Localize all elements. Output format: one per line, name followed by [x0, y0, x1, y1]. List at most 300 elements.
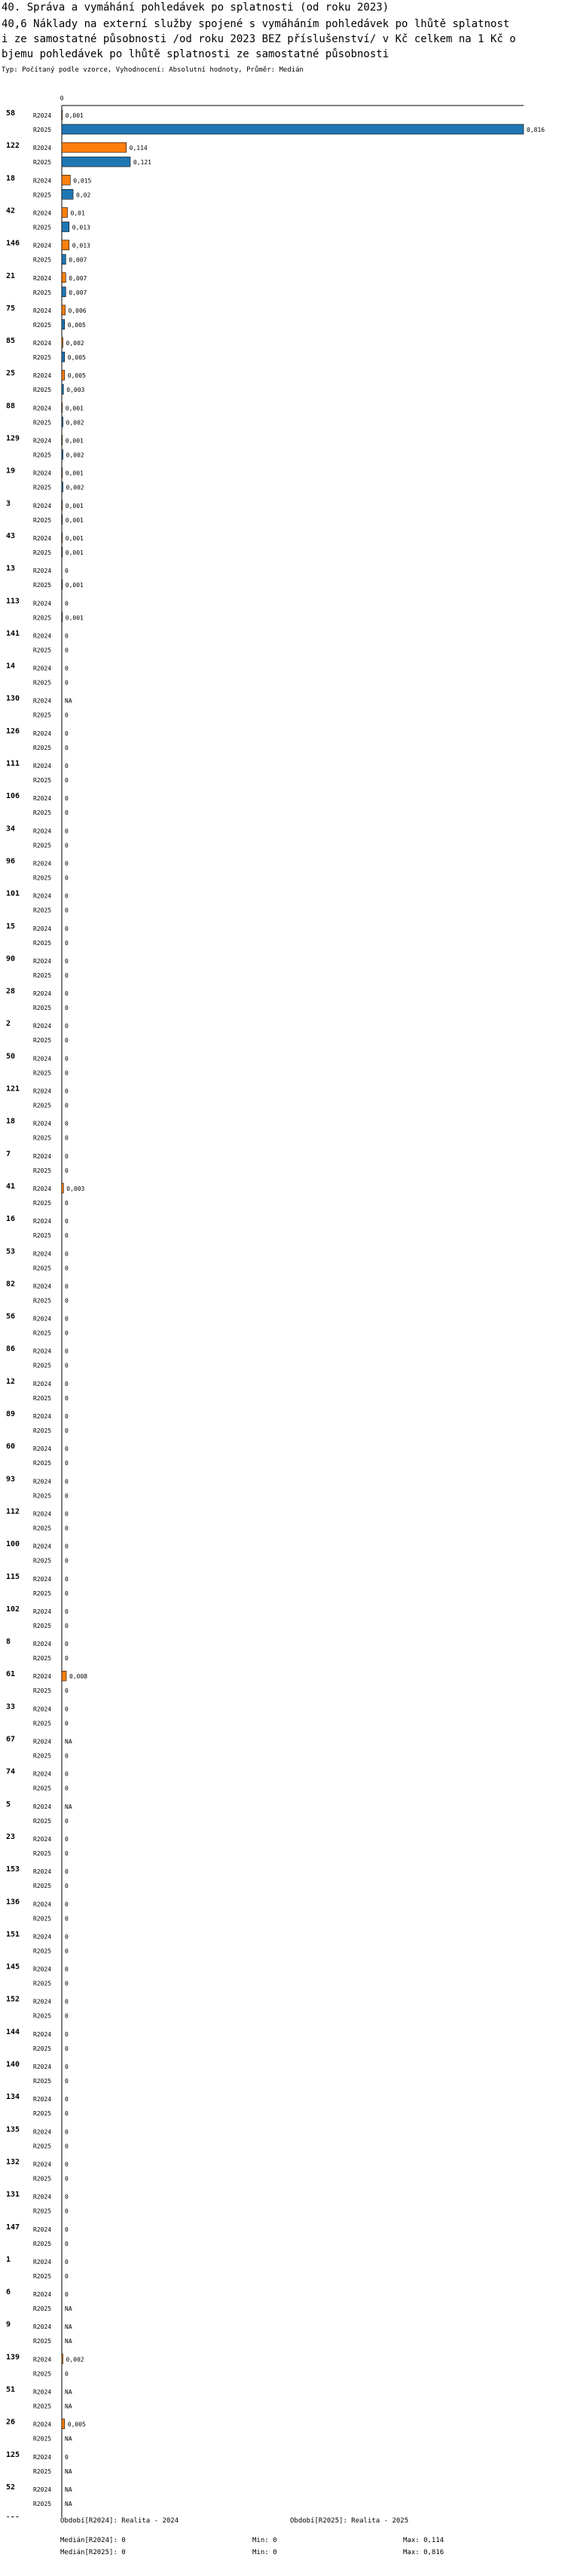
chart-subtitle-line-1: 40,6 Náklady na externí služby spojené s vymáháním pohledávek po lhůtě splatnost: [2, 18, 510, 30]
data-label: 0: [65, 1167, 69, 1174]
data-label: 0: [65, 1232, 69, 1240]
series-label: R2025: [33, 1720, 52, 1727]
legend-period-r2025: Období[R2025]: Realita - 2025: [290, 2517, 409, 2525]
bar: [62, 255, 66, 265]
group-label: 93: [6, 1475, 16, 1484]
series-label: R2024: [33, 1315, 52, 1323]
series-label: R2025: [33, 321, 52, 329]
series-label: R2024: [33, 990, 52, 998]
series-label: R2024: [33, 2388, 52, 2396]
data-label: 0: [65, 1998, 69, 2005]
series-label: R2025: [33, 484, 52, 491]
series-label: R2024: [33, 1706, 52, 1713]
bar: [62, 273, 66, 283]
group-label: 82: [6, 1280, 16, 1289]
series-label: R2024: [33, 860, 52, 867]
series-label: R2024: [33, 1250, 52, 1258]
bar: [62, 384, 63, 394]
data-label: 0: [65, 2370, 69, 2378]
bar: [62, 1671, 66, 1681]
series-label: R2025: [33, 2045, 52, 2052]
bar: [62, 547, 63, 557]
data-label: NA: [65, 1803, 72, 1810]
data-label: 0,002: [66, 484, 84, 491]
bar: [62, 402, 63, 412]
series-label: R2025: [33, 2110, 52, 2118]
group-label: 58: [6, 109, 16, 118]
data-label: 0: [65, 1413, 69, 1420]
bar: [62, 515, 63, 525]
data-label: 0: [65, 892, 69, 900]
data-label: NA: [65, 2338, 72, 2345]
group-label: 141: [6, 629, 20, 638]
group-label: 16: [6, 1215, 16, 1224]
series-label: R2024: [33, 1575, 52, 1583]
data-label: NA: [65, 1738, 72, 1745]
data-label: 0: [65, 1088, 69, 1095]
data-label: 0: [65, 1770, 69, 1778]
data-label: 0: [65, 907, 69, 914]
data-label: 0: [65, 795, 69, 803]
data-label: 0,02: [76, 191, 91, 199]
group-label: [6, 2516, 20, 2517]
data-label: 0,003: [66, 387, 85, 394]
series-label: R2025: [33, 2207, 52, 2215]
data-label: 0,013: [72, 224, 90, 231]
group-label: 121: [6, 1085, 20, 1094]
data-label: 0,001: [65, 614, 84, 622]
series-label: R2025: [33, 2012, 52, 2020]
group-label: 5: [6, 1800, 11, 1809]
series-label: R2024: [33, 892, 52, 900]
group-label: 61: [6, 1670, 16, 1679]
bar: [62, 222, 69, 231]
data-label: 0,001: [65, 516, 84, 524]
group-label: 26: [6, 2418, 16, 2427]
data-label: 0: [65, 1055, 69, 1063]
bar: [62, 533, 63, 543]
data-label: 0: [65, 2226, 69, 2233]
series-label: R2024: [33, 665, 52, 672]
data-label: 0: [65, 1933, 69, 1941]
group-label: 12: [6, 1377, 16, 1386]
series-label: R2024: [33, 795, 52, 803]
bar: [62, 124, 524, 134]
series-label: R2024: [33, 145, 52, 152]
data-label: 0: [65, 730, 69, 737]
series-label: R2025: [33, 1589, 52, 1597]
data-label: 0: [65, 2128, 69, 2136]
data-label: 0: [65, 2291, 69, 2299]
series-label: R2025: [33, 1817, 52, 1825]
series-label: R2024: [33, 1478, 52, 1485]
group-label: 85: [6, 337, 16, 346]
min-r2024: Min: 0: [252, 2537, 277, 2544]
series-label: R2024: [33, 1120, 52, 1127]
data-label: 0,007: [69, 289, 87, 296]
series-label: R2025: [33, 191, 52, 199]
group-label: 23: [6, 1832, 16, 1841]
series-label: R2024: [33, 2486, 52, 2493]
bar: [62, 1183, 63, 1193]
series-label: R2024: [33, 1380, 52, 1387]
data-label: 0: [65, 1460, 69, 1467]
series-label: R2024: [33, 242, 52, 249]
data-label: 0: [65, 1069, 69, 1077]
data-label: 0,01: [70, 210, 85, 217]
bar: [62, 450, 63, 460]
data-label: 0: [65, 2207, 69, 2215]
series-label: R2025: [33, 971, 52, 979]
series-label: R2025: [33, 907, 52, 914]
bar: [62, 240, 69, 250]
series-label: R2025: [33, 1752, 52, 1760]
data-label: 0: [65, 1849, 69, 1857]
data-label: 0: [65, 1265, 69, 1272]
series-label: R2025: [33, 711, 52, 719]
data-label: 0: [65, 2045, 69, 2052]
data-label: 0: [65, 1641, 69, 1648]
series-label: R2024: [33, 210, 52, 217]
group-label: 19: [6, 467, 16, 476]
data-label: 0: [65, 990, 69, 998]
series-label: R2025: [33, 1427, 52, 1434]
series-label: R2025: [33, 127, 52, 133]
series-label: R2024: [33, 2096, 52, 2103]
group-label: 13: [6, 564, 16, 574]
series-label: R2024: [33, 2226, 52, 2233]
group-label: 88: [6, 402, 16, 411]
bar: [62, 417, 63, 427]
series-label: R2025: [33, 1232, 52, 1240]
data-label: 0: [65, 1543, 69, 1550]
bar: [62, 305, 66, 315]
series-label: R2024: [33, 1152, 52, 1160]
data-label: 0: [65, 2193, 69, 2201]
data-label: 0: [65, 1720, 69, 1727]
bar: [62, 2354, 63, 2363]
data-label: 0: [65, 925, 69, 932]
group-label: 132: [6, 2158, 20, 2167]
group-label: 15: [6, 922, 16, 931]
series-label: R2024: [33, 534, 52, 542]
bar: [62, 207, 68, 217]
series-label: R2025: [33, 2175, 52, 2183]
group-label: 101: [6, 889, 20, 898]
series-label: R2025: [33, 842, 52, 849]
series-label: R2024: [33, 697, 52, 705]
data-label: 0: [65, 2078, 69, 2085]
series-label: R2024: [33, 340, 52, 347]
data-label: 0: [65, 828, 69, 835]
group-label: 34: [6, 825, 16, 834]
data-label: 0,007: [69, 274, 87, 282]
series-label: R2025: [33, 2078, 52, 2085]
data-label: 0: [65, 1915, 69, 1923]
group-label: 43: [6, 531, 16, 540]
data-label: 0: [65, 1785, 69, 1792]
data-label: 0: [65, 1622, 69, 1629]
group-label: 18: [6, 174, 16, 183]
data-label: 0,002: [66, 2356, 84, 2363]
group-label: 56: [6, 1312, 16, 1321]
data-label: 0: [65, 777, 69, 784]
series-label: R2025: [33, 1622, 52, 1629]
series-label: R2024: [33, 2064, 52, 2070]
data-label: 0: [65, 1706, 69, 1713]
group-label: 146: [6, 239, 20, 248]
series-label: R2025: [33, 1980, 52, 1987]
data-label: 0: [65, 1901, 69, 1908]
data-label: 0: [65, 1557, 69, 1565]
series-label: R2025: [33, 256, 52, 264]
group-label: 112: [6, 1507, 20, 1516]
data-label: 0: [65, 665, 69, 672]
series-label: R2024: [33, 925, 52, 932]
series-label: R2025: [33, 2272, 52, 2280]
series-label: R2024: [33, 600, 52, 607]
group-label: 122: [6, 142, 20, 151]
data-label: 0: [65, 1120, 69, 1127]
series-label: R2025: [33, 1297, 52, 1305]
group-label: 140: [6, 2060, 20, 2069]
series-label: R2024: [33, 2324, 52, 2331]
series-label: R2024: [33, 828, 52, 835]
series-label: R2024: [33, 1738, 52, 1745]
series-label: R2025: [33, 1005, 52, 1012]
series-label: R2025: [33, 1849, 52, 1857]
data-label: 0: [65, 2175, 69, 2183]
bar: [62, 580, 63, 589]
data-label: NA: [65, 2388, 72, 2396]
data-label: 0: [65, 1362, 69, 1369]
data-label: 0: [65, 1492, 69, 1500]
data-label: 0,006: [68, 307, 87, 314]
min-r2025: Min: 0: [252, 2549, 277, 2556]
group-label: 126: [6, 727, 20, 736]
series-label: R2025: [33, 777, 52, 784]
bar: [62, 436, 63, 445]
group-label: 102: [6, 1605, 20, 1614]
series-label: R2025: [33, 647, 52, 654]
data-label: 0: [65, 1283, 69, 1290]
data-label: 0,013: [72, 242, 90, 249]
group-label: 145: [6, 1963, 20, 1972]
data-label: 0,005: [67, 321, 86, 329]
group-label: 144: [6, 2027, 20, 2036]
data-label: 0,114: [129, 145, 148, 152]
series-label: R2024: [33, 1088, 52, 1095]
bar: [62, 175, 70, 185]
data-label: 0: [65, 2030, 69, 2038]
data-label: 0: [65, 744, 69, 751]
series-label: R2025: [33, 939, 52, 947]
data-label: 0: [65, 1446, 69, 1453]
bar: [62, 482, 63, 492]
series-label: R2025: [33, 1492, 52, 1500]
data-label: 0: [65, 1655, 69, 1663]
bar: [62, 2419, 65, 2429]
data-label: 0: [65, 1980, 69, 1987]
data-label: 0,001: [65, 112, 84, 119]
data-label: 0,007: [69, 256, 87, 264]
group-label: 86: [6, 1345, 16, 1354]
data-label: 0: [65, 1250, 69, 1258]
data-label: 0,015: [73, 177, 92, 185]
group-label: 115: [6, 1572, 20, 1581]
series-label: R2025: [33, 1037, 52, 1045]
data-label: 0: [65, 957, 69, 965]
data-label: 0: [65, 679, 69, 687]
series-label: R2024: [33, 437, 52, 445]
series-label: R2024: [33, 177, 52, 185]
data-label: 0,001: [65, 470, 84, 477]
series-label: R2025: [33, 1134, 52, 1142]
group-label: 134: [6, 2093, 20, 2102]
series-label: R2024: [33, 957, 52, 965]
group-label: 74: [6, 1767, 16, 1776]
series-label: R2024: [33, 2421, 52, 2428]
chart-subtitle-line-2: i ze samostatné působnosti /od roku 2023 BEZ příslušenství/ v Kč celkem na 1 Kč o: [2, 33, 516, 45]
series-label: R2024: [33, 2453, 52, 2461]
data-label: 0: [65, 2012, 69, 2020]
group-label: 50: [6, 1052, 16, 1061]
bar: [62, 142, 127, 152]
series-label: R2024: [33, 502, 52, 509]
data-label: 0: [65, 1380, 69, 1387]
series-label: R2025: [33, 2240, 52, 2247]
series-label: R2024: [33, 1348, 52, 1355]
series-label: R2025: [33, 1199, 52, 1207]
series-label: R2025: [33, 387, 52, 394]
data-label: 0: [65, 971, 69, 979]
series-label: R2025: [33, 2305, 52, 2313]
data-label: 0: [65, 1394, 69, 1402]
group-label: 67: [6, 1735, 16, 1744]
group-label: 60: [6, 1442, 16, 1452]
series-label: R2025: [33, 419, 52, 427]
data-label: 0,001: [65, 549, 84, 556]
data-label: 0: [65, 632, 69, 640]
data-label: 0: [65, 2064, 69, 2070]
series-label: R2025: [33, 1069, 52, 1077]
bar: [62, 189, 73, 199]
data-label: 0,003: [66, 1185, 85, 1192]
group-label: 147: [6, 2223, 20, 2232]
group-label: 153: [6, 1865, 20, 1874]
series-label: R2025: [33, 224, 52, 231]
series-label: R2024: [33, 470, 52, 477]
data-label: 0,001: [65, 582, 84, 589]
series-label: R2025: [33, 679, 52, 687]
series-label: R2024: [33, 1023, 52, 1030]
group-label: 151: [6, 1930, 20, 1939]
data-label: 0: [65, 1510, 69, 1518]
series-label: R2024: [33, 1835, 52, 1843]
series-label: R2025: [33, 1329, 52, 1337]
bar: [62, 110, 63, 120]
bar: [62, 612, 63, 622]
data-label: 0: [65, 1199, 69, 1207]
data-label: 0: [65, 1608, 69, 1615]
data-label: 0: [65, 2161, 69, 2168]
series-label: R2025: [33, 1883, 52, 1890]
series-label: R2024: [33, 1868, 52, 1876]
group-label: 1: [6, 2255, 11, 2264]
series-label: R2025: [33, 1525, 52, 1532]
data-label: NA: [65, 2435, 72, 2443]
group-label: 90: [6, 954, 16, 963]
series-label: R2025: [33, 1947, 52, 1955]
series-label: R2024: [33, 1641, 52, 1648]
page-title: 40. Správa a vymáhání pohledávek po splatnosti (od roku 2023): [2, 2, 389, 14]
bar: [62, 370, 65, 380]
group-label: 136: [6, 1898, 20, 1907]
data-label: NA: [65, 2305, 72, 2313]
data-label: 0: [65, 1218, 69, 1225]
data-label: NA: [65, 2486, 72, 2493]
series-label: R2024: [33, 372, 52, 380]
data-label: 0: [65, 1315, 69, 1323]
data-label: NA: [65, 2500, 72, 2507]
group-label: 7: [6, 1149, 11, 1158]
bar: [62, 338, 63, 347]
data-label: 0: [65, 1817, 69, 1825]
series-label: R2024: [33, 1673, 52, 1681]
series-label: R2024: [33, 2193, 52, 2201]
data-label: 0: [65, 809, 69, 817]
group-label: 135: [6, 2125, 20, 2134]
bar: [62, 468, 63, 478]
series-label: R2025: [33, 1265, 52, 1272]
data-label: 0: [65, 1966, 69, 1973]
group-label: 129: [6, 434, 20, 443]
group-label: 75: [6, 304, 16, 313]
series-label: R2024: [33, 1218, 52, 1225]
data-label: 0,005: [67, 2421, 86, 2428]
group-label: 51: [6, 2385, 16, 2394]
group-label: 42: [6, 207, 16, 216]
series-label: R2025: [33, 582, 52, 589]
data-label: 0: [65, 711, 69, 719]
data-label: 0,005: [67, 372, 86, 380]
data-label: 0: [65, 1525, 69, 1532]
data-label: 0: [65, 2453, 69, 2461]
series-label: R2024: [33, 763, 52, 769]
series-label: R2024: [33, 274, 52, 282]
data-label: 0,008: [69, 1673, 88, 1681]
x-axis-tick-label: 0: [60, 95, 64, 102]
series-label: R2025: [33, 1915, 52, 1923]
series-label: R2025: [33, 289, 52, 296]
data-label: 0: [65, 1687, 69, 1695]
series-label: R2024: [33, 2128, 52, 2136]
group-label: 25: [6, 369, 16, 378]
series-label: R2025: [33, 2467, 52, 2475]
series-label: R2025: [33, 2500, 52, 2507]
group-label: 18: [6, 1117, 16, 1126]
group-label: 152: [6, 1995, 20, 2004]
series-label: R2024: [33, 568, 52, 575]
series-label: R2025: [33, 744, 52, 751]
series-label: R2025: [33, 614, 52, 622]
data-label: 0: [65, 1102, 69, 1109]
data-label: 0: [65, 600, 69, 607]
data-label: 0: [65, 2272, 69, 2280]
series-label: R2024: [33, 2356, 52, 2363]
data-label: NA: [65, 697, 72, 705]
data-label: 0,002: [66, 419, 84, 427]
